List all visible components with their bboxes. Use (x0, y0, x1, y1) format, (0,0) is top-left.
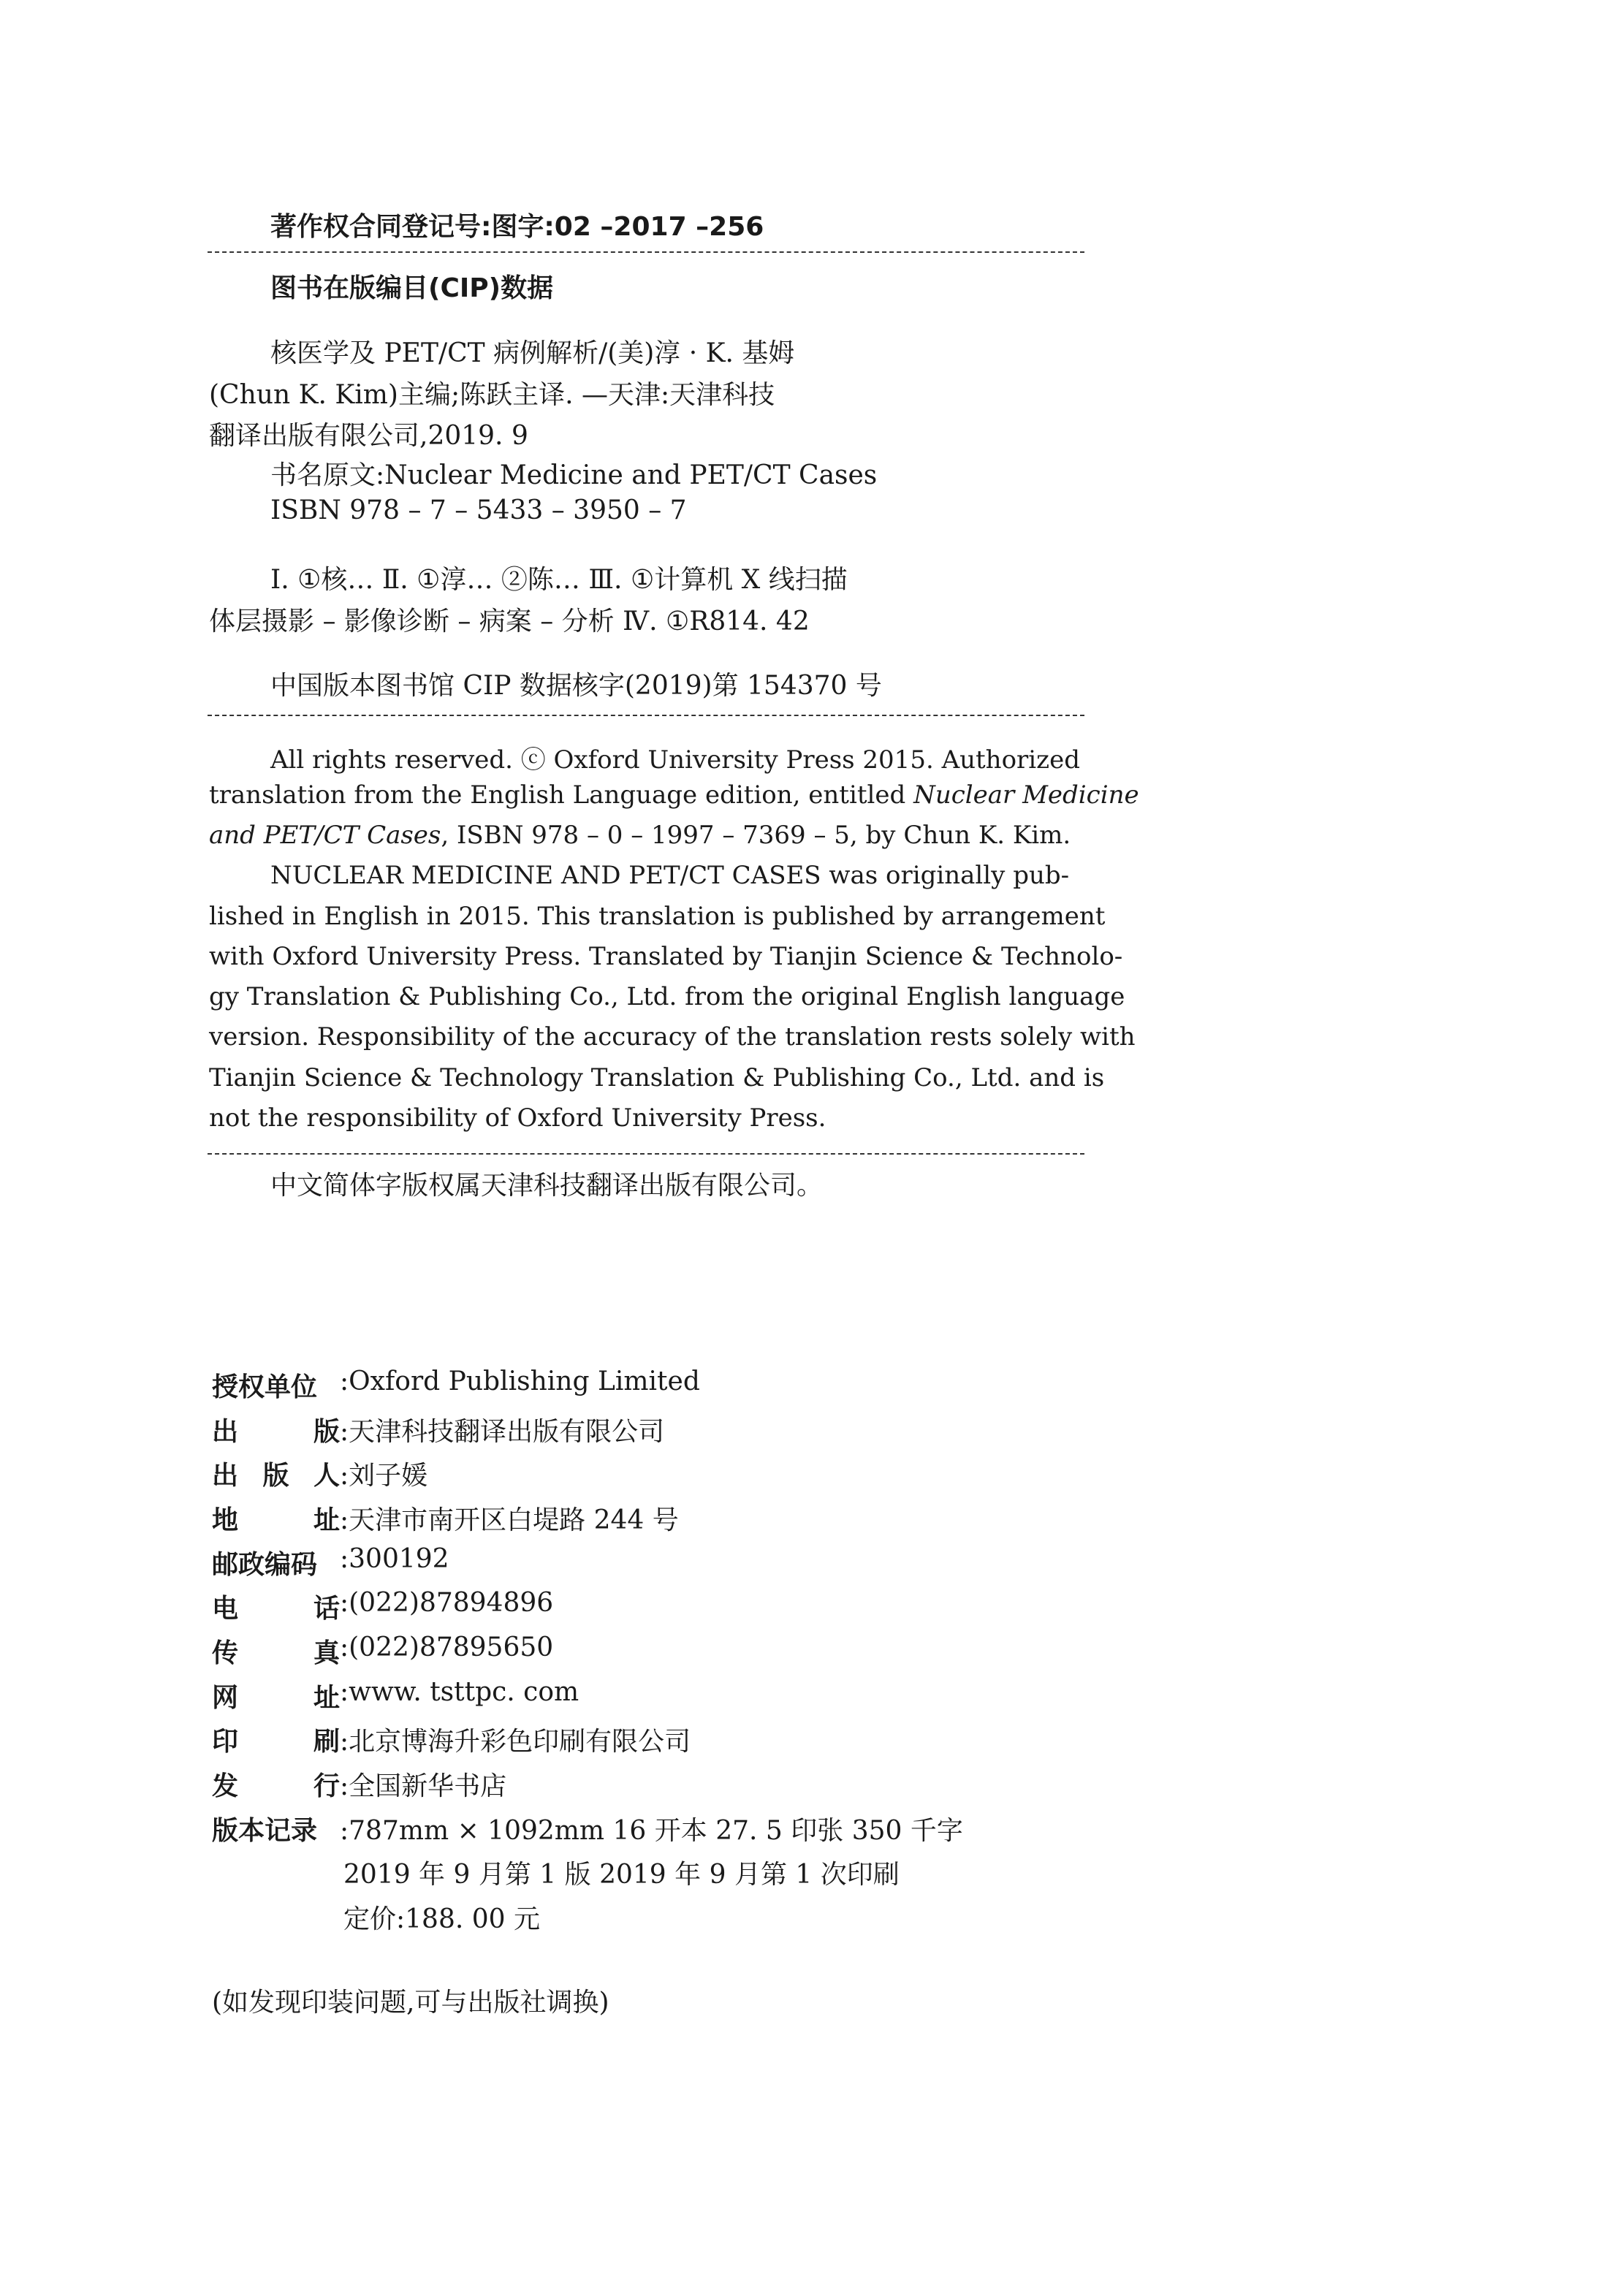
divider (208, 1153, 1084, 1155)
isbn-line: ISBN 978 – 7 – 5433 – 3950 – 7 (270, 495, 687, 525)
cip-line: 翻译出版有限公司,2019. 9 (209, 421, 528, 451)
edition-value: :787mm × 1092mm 16 开本 27. 5 印张 350 千字 (340, 1816, 963, 1846)
label-fax: 传 真 (212, 1638, 340, 1668)
website-value: :www. tsttpc. com (340, 1677, 579, 1707)
rights-line: translation from the English Language edition, entitled Nuclear Medicine (209, 780, 1139, 810)
label-website: 网 址 (212, 1683, 340, 1713)
rights-line: and PET/CT Cases, ISBN 978 – 0 – 1997 – 7369 – 5, by Chun K. Kim. (209, 821, 1071, 850)
copyright-registration: 著作权合同登记号:图字:02 –2017 –256 (270, 212, 764, 242)
rights-line: version. Responsibility of the accuracy of the translation rests solely with (209, 1022, 1136, 1052)
rights-line: NUCLEAR MEDICINE AND PET/CT CASES was originally pub- (270, 861, 1070, 890)
label-publisher-person: 出 版 人 (212, 1461, 340, 1491)
address-value: :天津市南开区白堤路 244 号 (340, 1505, 679, 1535)
publisher-value: :天津科技翻译出版有限公司 (340, 1417, 665, 1447)
rights-line: with Oxford University Press. Translated by Tianjin Science & Technolo- (209, 942, 1123, 971)
authorizer-value: :Oxford Publishing Limited (340, 1366, 700, 1396)
label-address: 地 址 (212, 1505, 340, 1535)
divider (208, 251, 1084, 253)
footer-note: (如发现印装问题,可与出版社调换) (212, 1988, 609, 2018)
edition-line2: 2019 年 9 月第 1 版 2019 年 9 月第 1 次印刷 (343, 1860, 900, 1890)
label-distributor: 发 行 (212, 1771, 340, 1801)
rights-line: not the responsibility of Oxford University Press. (209, 1103, 826, 1133)
classification-line: 体层摄影 – 影像诊断 – 病案 – 分析 Ⅳ. ①R814. 42 (209, 607, 810, 636)
cip-line: 书名原文:Nuclear Medicine and PET/CT Cases (270, 460, 878, 490)
publisher-person-value: :刘子媛 (340, 1461, 428, 1491)
distributor-value: :全国新华书店 (340, 1771, 507, 1801)
rights-line: All rights reserved. ⓒ Oxford University Press 2015. Authorized (270, 745, 1080, 775)
label-edition: 版本记录 (212, 1816, 318, 1846)
label-authorizer: 授权单位 (212, 1372, 318, 1402)
phone-value: :(022)87894896 (340, 1588, 554, 1618)
cip-heading: 图书在版编目(CIP)数据 (270, 273, 554, 303)
cip-line: 核医学及 PET/CT 病例解析/(美)淳 · K. 基姆 (270, 338, 795, 368)
label-publisher: 出 版 (212, 1417, 340, 1447)
postcode-value: :300192 (340, 1544, 449, 1574)
fax-value: :(022)87895650 (340, 1632, 554, 1662)
printer-value: :北京博海升彩色印刷有限公司 (340, 1727, 691, 1757)
price: 定价:188. 00 元 (343, 1904, 540, 1934)
label-postcode: 邮政编码 (212, 1550, 318, 1580)
chinese-rights: 中文简体字版权属天津科技翻译出版有限公司。 (270, 1171, 824, 1201)
classification-line: Ⅰ. ①核… Ⅱ. ①淳… ②陈… Ⅲ. ①计算机 X 线扫描 (270, 565, 848, 595)
cip-number: 中国版本图书馆 CIP 数据核字(2019)第 154370 号 (270, 671, 882, 701)
rights-line: gy Translation & Publishing Co., Ltd. from the original English language (209, 982, 1125, 1011)
rights-line: Tianjin Science & Technology Translation & Publishing Co., Ltd. and is (209, 1063, 1105, 1092)
cip-line: (Chun K. Kim)主编;陈跃主译. —天津:天津科技 (209, 380, 775, 410)
label-printer: 印 刷 (212, 1727, 340, 1757)
rights-line: lished in English in 2015. This translation is published by arrangement (209, 902, 1106, 931)
label-phone: 电 话 (212, 1594, 340, 1624)
divider (208, 715, 1084, 716)
